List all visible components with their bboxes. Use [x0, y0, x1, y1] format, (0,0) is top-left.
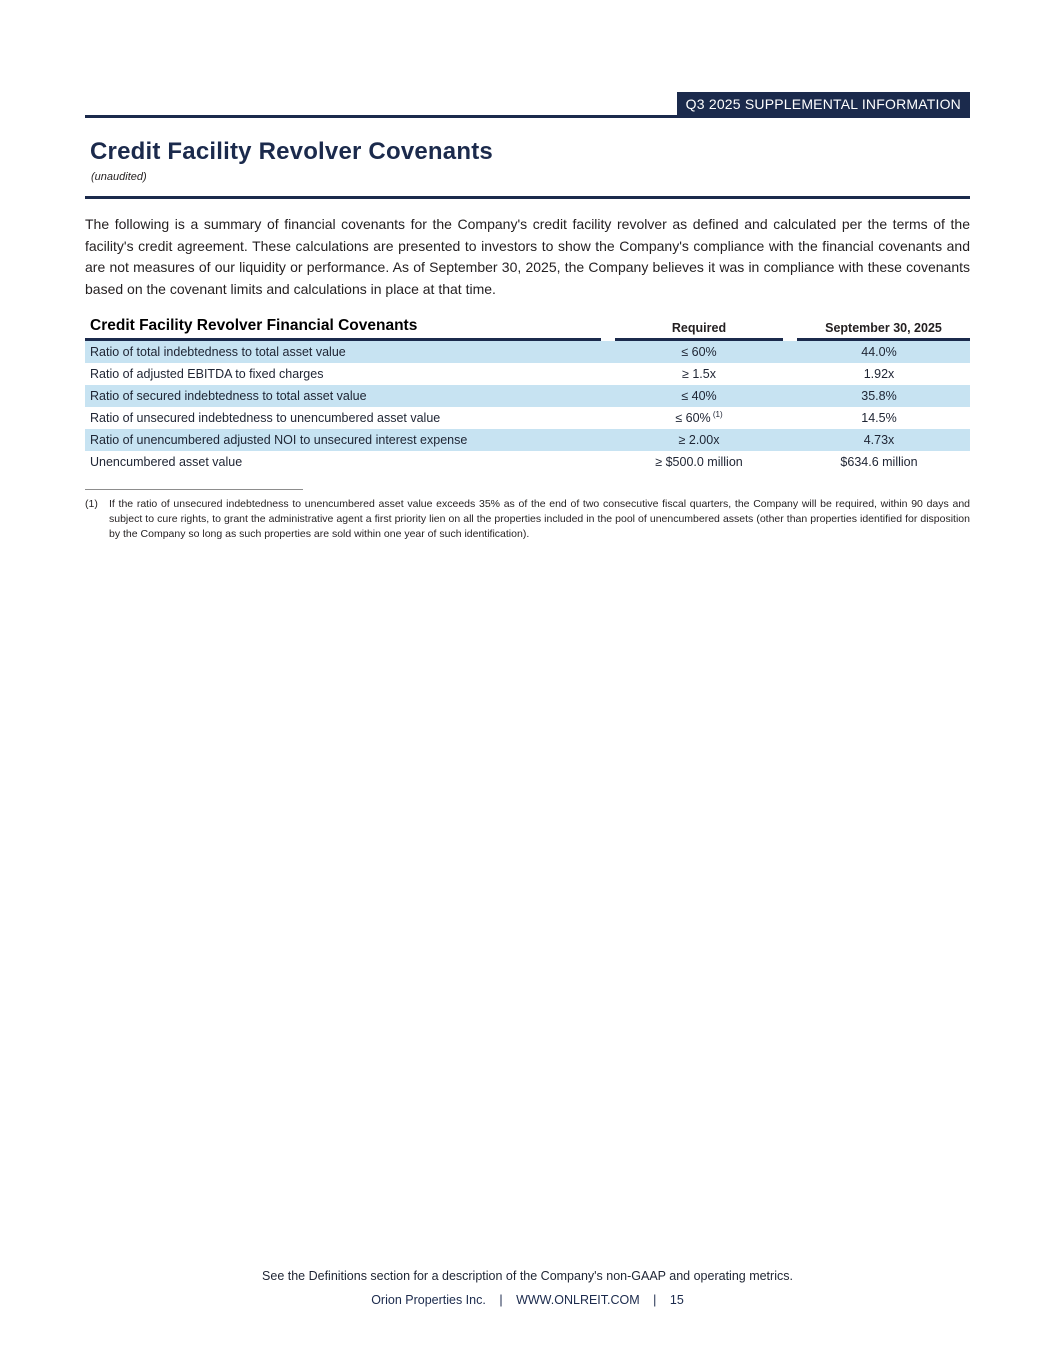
actual-value-cell: $634.6 million: [840, 454, 918, 469]
table-title: Credit Facility Revolver Financial Covenants: [85, 317, 601, 341]
covenants-table-header: [85, 317, 970, 341]
header-rule: [85, 92, 970, 118]
company-name: Orion Properties Inc.: [371, 1293, 486, 1307]
unaudited-label: (unaudited): [91, 171, 147, 183]
column-header-required: Required: [615, 321, 783, 341]
actual-value-cell: 35.8%: [861, 388, 897, 403]
footnote-divider: [85, 489, 303, 490]
website-link[interactable]: WWW.ONLREIT.COM: [516, 1293, 640, 1307]
definitions-note: See the Definitions section for a description of the Company's non-GAAP and operating metrics.: [262, 1269, 793, 1283]
footnote-marker: (1): [85, 497, 98, 510]
covenant-label-cell: Unencumbered asset value: [90, 454, 243, 469]
title-divider: [85, 196, 970, 199]
covenant-label-cell: Ratio of total indebtedness to total asset value: [90, 344, 346, 359]
covenant-label-cell: Ratio of unencumbered adjusted NOI to unsecured interest expense: [90, 432, 468, 447]
table-row: [85, 407, 970, 429]
footnote-text: If the ratio of unsecured indebtedness to unencumbered asset value exceeds 35% as of the end of two consecutive fiscal quarters, the Company will be required, within 90 days and subject to cure rights, to grant the administrative agent a first priority lien on all the properties included in the pool of unencumbered assets (other than properties identified for disposition by the Company so long as such properties are sold within one year of such identification).: [109, 497, 970, 540]
required-value-cell: ≥ 1.5x: [682, 366, 716, 381]
intro-paragraph: The following is a summary of financial covenants for the Company's credit facility revolver as defined and calculated per the terms of the facility's credit agreement. These calculations are presented to investors to show the Company's compliance with the financial covenants and are not measures of our liquidity or performance. As of September 30, 2025, the Company believes it was in compliance with these covenants based on the covenant limits and calculations in place at that time.: [85, 216, 970, 298]
footer-separator: |: [653, 1293, 657, 1307]
table-row: [85, 363, 970, 385]
actual-value-cell: 1.92x: [863, 366, 895, 381]
header-badge: Q3 2025 SUPPLEMENTAL INFORMATION: [677, 92, 970, 115]
footnote: [85, 497, 970, 542]
table-row: [85, 385, 970, 407]
covenant-label-cell: Ratio of secured indebtedness to total asset value: [90, 388, 367, 403]
required-value-cell: ≤ 40%: [681, 388, 717, 403]
actual-value-cell: 44.0%: [861, 344, 897, 359]
required-value-cell: ≥ $500.0 million: [655, 454, 743, 469]
page-content: [85, 0, 970, 541]
page-number: 15: [669, 1293, 684, 1307]
page-title: Credit Facility Revolver Covenants: [90, 138, 493, 165]
footnote-reference: (1): [710, 409, 723, 419]
covenants-table-body: [85, 341, 970, 473]
covenants-table: [85, 317, 970, 473]
actual-value-cell: 14.5%: [861, 410, 897, 425]
covenant-label-cell: Ratio of adjusted EBITDA to fixed charges: [90, 366, 324, 381]
footer-separator: |: [499, 1293, 503, 1307]
covenant-label-cell: Ratio of unsecured indebtedness to unencumbered asset value: [90, 410, 441, 425]
table-row: [85, 341, 970, 363]
required-value-cell: ≤ 60%: [681, 344, 717, 359]
actual-value-cell: 4.73x: [863, 432, 895, 447]
table-row: [85, 451, 970, 473]
column-header-date: September 30, 2025: [797, 321, 970, 341]
required-value-cell: ≤ 60% $^{(1)}$: [675, 409, 723, 425]
required-value-cell: ≥ 2.00x: [678, 432, 720, 447]
table-row: [85, 429, 970, 451]
page-footer: [0, 1293, 1055, 1307]
